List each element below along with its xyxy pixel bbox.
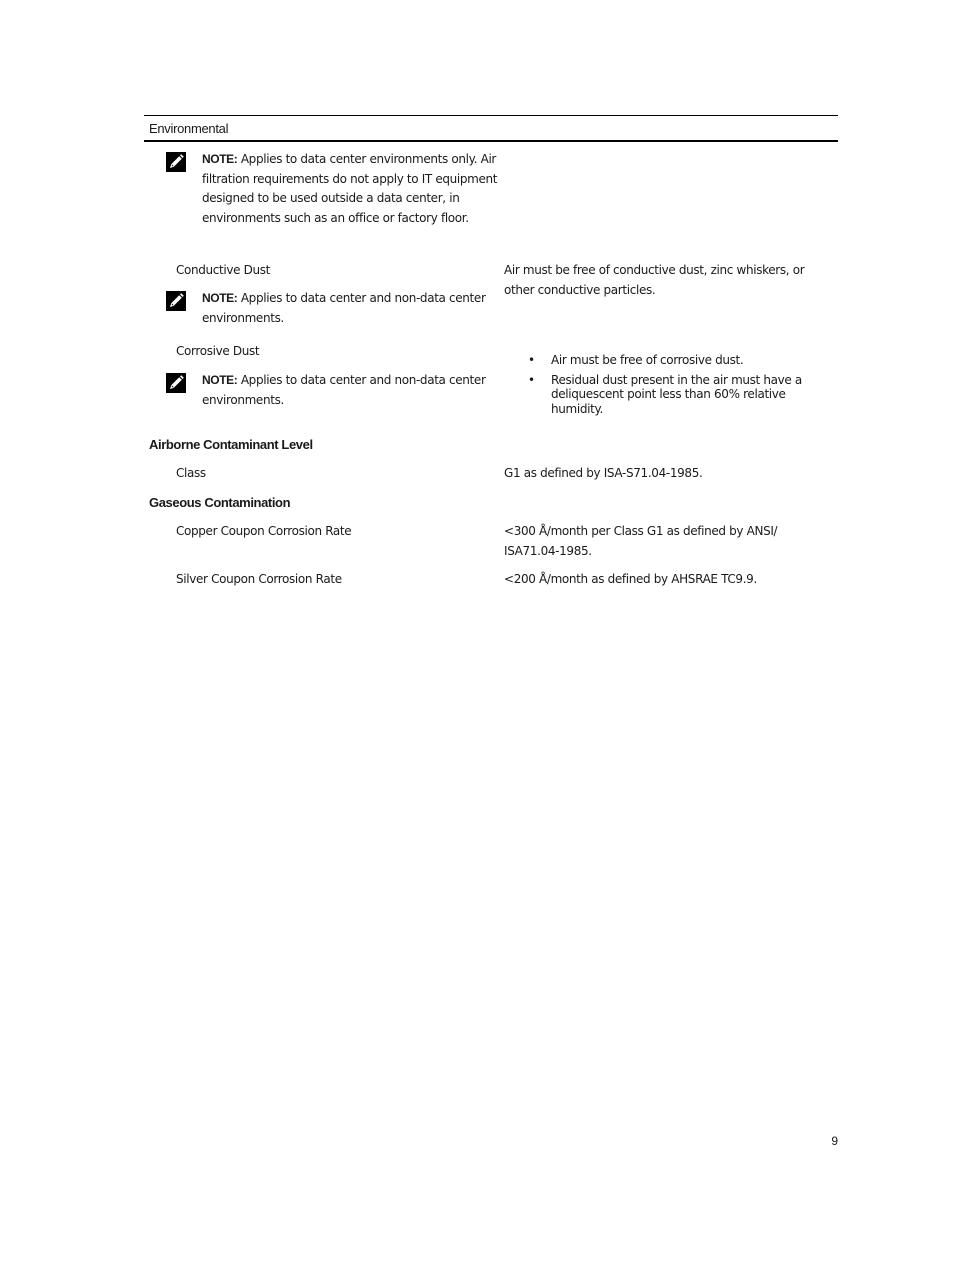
gaseous-section-title: Gaseous Contamination: [149, 495, 291, 510]
note-label: NOTE:: [202, 373, 238, 387]
note-label: NOTE:: [202, 152, 238, 166]
class-label: Class: [176, 466, 206, 480]
bullet-item: • Residual dust present in the air must have a deliquescent point less than 60% relative humidity.: [504, 373, 824, 417]
header-title: Environmental: [149, 121, 229, 136]
note-label: NOTE:: [202, 291, 238, 305]
intro-note-text: Applies to data center environments only. Air filtration requirements do not apply to IT equipment designed to be used outside a data center, in environments such as an office or factory floor.: [202, 152, 498, 225]
class-value: G1 as defined by ISA-S71.04-1985.: [504, 466, 703, 480]
bullet-item: • Air must be free of corrosive dust.: [504, 353, 824, 368]
corrosive-dust-note-text: Applies to data center and non-data center environments.: [202, 373, 486, 407]
table-header: [144, 116, 838, 142]
corrosive-dust-bullets: [504, 353, 824, 421]
conductive-dust-value: Air must be free of conductive dust, zinc whiskers, or other conductive particles.: [504, 263, 805, 297]
corrosive-dust-label: Corrosive Dust: [176, 344, 260, 358]
pencil-note-icon: [166, 152, 186, 172]
airborne-section-title: Airborne Contaminant Level: [149, 437, 313, 452]
silver-label: Silver Coupon Corrosion Rate: [176, 572, 342, 586]
conductive-dust-label: Conductive Dust: [176, 263, 271, 277]
pencil-note-icon: [166, 291, 186, 311]
copper-label: Copper Coupon Corrosion Rate: [176, 524, 352, 538]
copper-value: <300 Å/month per Class G1 as defined by ANSI/ ISA71.04-1985.: [504, 524, 778, 558]
conductive-dust-note-text: Applies to data center and non-data center environments.: [202, 291, 486, 325]
page-number: 9: [831, 1134, 838, 1148]
spec-table: [144, 115, 838, 586]
silver-value: <200 Å/month as defined by AHSRAE TC9.9.: [504, 572, 757, 586]
pencil-note-icon: [166, 373, 186, 393]
